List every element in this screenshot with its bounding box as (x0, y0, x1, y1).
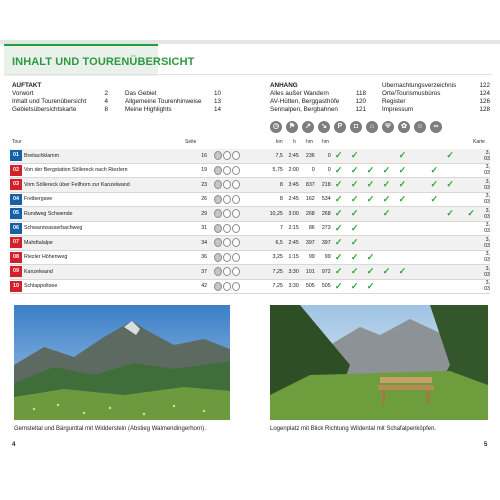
tour-number-badge: 09 (10, 266, 22, 277)
empty-cell (426, 265, 442, 280)
family-icon (232, 195, 240, 204)
season-icon (223, 180, 231, 189)
tour-ascent: 505 (299, 279, 315, 294)
table-row[interactable] (10, 178, 490, 193)
empty-cell (426, 207, 442, 222)
tour-number-cell (10, 236, 24, 251)
table-row[interactable] (10, 192, 490, 207)
empty-cell (410, 265, 426, 280)
tour-hours: 2:00 (283, 163, 299, 178)
index-entry[interactable]: Impressum 128 (382, 106, 490, 113)
difficulty-icon (214, 166, 222, 175)
tour-page: 36 (187, 250, 207, 265)
check-icon: ✓ (394, 163, 410, 178)
index-verzeichnis (382, 82, 490, 114)
family-icon (232, 151, 240, 160)
tour-page: 42 (187, 279, 207, 294)
empty-cell (363, 207, 379, 222)
tour-descent: 972 (315, 265, 331, 280)
difficulty-icons (207, 265, 247, 280)
tour-number-cell (10, 250, 24, 265)
tour-descent: 534 (315, 192, 331, 207)
check-icon: ✓ (347, 192, 363, 207)
tour-hours: 3:30 (283, 279, 299, 294)
tour-ascent: 0 (299, 163, 315, 178)
difficulty-icons (207, 250, 247, 265)
tour-number-badge: 10 (10, 281, 22, 292)
empty-cell (379, 250, 395, 265)
empty-cell (458, 265, 484, 280)
difficulty-icons (207, 163, 247, 178)
tour-ascent: 397 (299, 236, 315, 251)
check-icon: ✓ (347, 221, 363, 236)
table-row[interactable] (10, 279, 490, 294)
tour-page: 19 (187, 163, 207, 178)
bike-icon: ∞ (430, 121, 442, 133)
index-entry[interactable]: Das Gebiet 10 (125, 90, 221, 97)
difficulty-icon (214, 180, 222, 189)
tour-name: Schlappoltsee (24, 279, 187, 294)
caption-right: Logenplatz mit Blick Richtung Wildental mit Schafalpenköpfen. (270, 426, 437, 432)
tour-page: 26 (187, 192, 207, 207)
index-anhang (270, 82, 366, 114)
table-row[interactable] (10, 236, 490, 251)
tour-number-badge: 07 (10, 237, 22, 248)
empty-cell (394, 279, 410, 294)
empty-cell (426, 279, 442, 294)
index-entry[interactable]: Register 126 (382, 98, 490, 105)
tour-km: 7 (247, 221, 283, 236)
empty-cell (363, 236, 379, 251)
tour-ascent: 99 (299, 250, 315, 265)
food-icon: Ψ (382, 121, 394, 133)
empty-cell (394, 250, 410, 265)
tour-number-cell (10, 265, 24, 280)
check-icon: ✓ (331, 265, 347, 280)
tour-descent: 505 (315, 279, 331, 294)
tour-number-cell (10, 149, 24, 163)
season-icon (223, 195, 231, 204)
index-entry[interactable]: Allgemeine Tourenhinweise 13 (125, 98, 221, 105)
empty-cell (458, 221, 484, 236)
table-row[interactable] (10, 221, 490, 236)
check-icon: ✓ (458, 207, 484, 222)
index-entry[interactable]: Übernachtungsverzeichnis 122 (382, 82, 490, 89)
tour-km: 10,25 (247, 207, 283, 222)
check-icon: ✓ (379, 265, 395, 280)
check-icon: ✓ (347, 250, 363, 265)
tour-page: 31 (187, 221, 207, 236)
check-icon: ✓ (331, 279, 347, 294)
difficulty-icons (207, 192, 247, 207)
tour-km: 7,25 (247, 265, 283, 280)
check-icon: ✓ (331, 192, 347, 207)
difficulty-icon (214, 253, 222, 262)
difficulty-icon (214, 224, 222, 233)
flower-icon: ✿ (398, 121, 410, 133)
tour-km: 7,25 (247, 279, 283, 294)
empty-cell (442, 250, 458, 265)
tour-hours: 3:00 (283, 207, 299, 222)
tour-ascent: 86 (299, 221, 315, 236)
season-icon (223, 151, 231, 160)
check-icon: ✓ (363, 178, 379, 193)
tour-page: 34 (187, 236, 207, 251)
empty-cell (442, 192, 458, 207)
divider (4, 74, 492, 75)
family-icon (232, 253, 240, 262)
empty-cell (410, 250, 426, 265)
difficulty-icon (214, 267, 222, 276)
tour-number-cell (10, 279, 24, 294)
difficulty-icon (214, 238, 222, 247)
index-entry[interactable]: Alles außer Wandern 118 (270, 90, 366, 97)
empty-cell (458, 149, 484, 163)
check-icon: ✓ (331, 207, 347, 222)
tour-km: 7,5 (247, 149, 283, 163)
family-icon (232, 180, 240, 189)
season-icon (223, 166, 231, 175)
difficulty-icon (214, 195, 222, 204)
index-entry[interactable]: Sennalpen, Bergbahnen 121 (270, 106, 366, 113)
tour-map: 3, 03 (484, 236, 491, 249)
season-icon (223, 209, 231, 218)
tour-name: Kanzelwand (24, 265, 187, 280)
tour-descent: 268 (315, 207, 331, 222)
ascent-icon: ↗ (302, 121, 314, 133)
index-heading-anhang: ANHANG (270, 82, 298, 89)
tour-number-badge: 03 (10, 179, 22, 190)
check-icon: ✓ (347, 265, 363, 280)
tour-ascent: 268 (299, 207, 315, 222)
hiking-icon: ⚑ (286, 121, 298, 133)
check-icon: ✓ (363, 279, 379, 294)
table-row[interactable] (10, 265, 490, 280)
check-icon: ✓ (347, 236, 363, 251)
col-header-hm-up: hm (306, 139, 313, 145)
difficulty-icons (207, 221, 247, 236)
empty-cell (458, 178, 484, 193)
descent-icon: ↘ (318, 121, 330, 133)
tour-number-badge: 05 (10, 208, 22, 219)
check-icon: ✓ (426, 178, 442, 193)
check-icon: ✓ (379, 163, 395, 178)
col-header-seite: Seite (185, 139, 197, 145)
tour-map: 3, 03 (484, 149, 491, 162)
tour-descent: 0 (315, 149, 331, 163)
tour-hours: 2:45 (283, 192, 299, 207)
tour-table (10, 149, 490, 294)
tour-number-badge: 08 (10, 252, 22, 263)
check-icon: ✓ (363, 250, 379, 265)
check-icon: ✓ (363, 163, 379, 178)
index-entry[interactable]: Vorwort 2 (12, 90, 108, 97)
check-icon: ✓ (394, 192, 410, 207)
tour-name: Vom Söllereck über Fellhorn zur Kanzelwand (24, 178, 187, 193)
check-icon: ✓ (347, 178, 363, 193)
clock-icon: ◷ (270, 121, 282, 133)
tour-hours: 2:15 (283, 221, 299, 236)
family-icon (232, 166, 240, 175)
empty-cell (442, 163, 458, 178)
tour-number-cell (10, 178, 24, 193)
difficulty-icons (207, 207, 247, 222)
legend-icon-row (270, 121, 442, 136)
difficulty-icons (207, 236, 247, 251)
empty-cell (410, 221, 426, 236)
check-icon: ✓ (442, 149, 458, 163)
check-icon: ✓ (394, 178, 410, 193)
difficulty-icon (214, 282, 222, 291)
tour-hours: 3:30 (283, 265, 299, 280)
check-icon: ✓ (442, 178, 458, 193)
tour-map: 3, 03 (484, 280, 491, 293)
check-icon: ✓ (379, 178, 395, 193)
empty-cell (458, 163, 484, 178)
tour-km: 8 (247, 178, 283, 193)
col-header-karte: Karte (473, 139, 485, 145)
tour-descent: 397 (315, 236, 331, 251)
tour-map: 3, 03 (484, 178, 491, 191)
empty-cell (410, 163, 426, 178)
empty-cell (458, 236, 484, 251)
check-icon: ✓ (331, 178, 347, 193)
index-heading-auftakt: AUFTAKT (12, 82, 42, 89)
tour-hours: 3:45 (283, 178, 299, 193)
check-icon: ✓ (347, 163, 363, 178)
tour-name: Mahdtalalpe (24, 236, 187, 251)
check-icon: ✓ (331, 250, 347, 265)
check-icon: ✓ (426, 192, 442, 207)
check-icon: ✓ (363, 265, 379, 280)
empty-cell (379, 149, 395, 163)
check-icon: ✓ (347, 149, 363, 163)
empty-cell (410, 207, 426, 222)
tour-number-cell (10, 163, 24, 178)
family-icon (232, 282, 240, 291)
index-entry[interactable]: AV-Hütten, Berggasthöfe 120 (270, 98, 366, 105)
empty-cell (410, 279, 426, 294)
tour-descent: 99 (315, 250, 331, 265)
tour-map: 3, 03 (484, 251, 491, 264)
season-icon (223, 238, 231, 247)
check-icon: ✓ (363, 192, 379, 207)
check-icon: ✓ (379, 192, 395, 207)
empty-cell (410, 236, 426, 251)
season-icon (223, 224, 231, 233)
tour-map: 3, 03 (484, 222, 491, 235)
empty-cell (442, 221, 458, 236)
season-icon (223, 282, 231, 291)
col-header-hm-down: hm (322, 139, 329, 145)
check-icon: ✓ (442, 207, 458, 222)
tour-map: 3, 03 (484, 207, 491, 220)
tour-hours: 1:15 (283, 250, 299, 265)
tour-km: 3,25 (247, 250, 283, 265)
empty-cell (394, 236, 410, 251)
table-row[interactable] (10, 163, 490, 178)
empty-cell (394, 221, 410, 236)
empty-cell (394, 207, 410, 222)
tour-ascent: 236 (299, 149, 315, 163)
empty-cell (410, 149, 426, 163)
tour-descent: 0 (315, 163, 331, 178)
table-row[interactable] (10, 207, 490, 222)
index-gebiet (125, 90, 221, 114)
tour-name: Schwarzwasserbachweg (24, 221, 187, 236)
difficulty-icons (207, 178, 247, 193)
bus-icon: ◘ (350, 121, 362, 133)
hut-icon: ⌂ (366, 121, 378, 133)
tour-page: 16 (187, 149, 207, 163)
difficulty-icon (214, 151, 222, 160)
tour-map: 3, 03 (484, 164, 491, 177)
page-title: INHALT UND TOURENÜBERSICHT (12, 56, 195, 68)
check-icon: ✓ (379, 207, 395, 222)
tour-name: Rundweg Schwende (24, 207, 187, 222)
index-entry[interactable]: Gebietsübersichtskarte 8 (12, 106, 108, 113)
empty-cell (442, 265, 458, 280)
index-entry[interactable]: Orte/Tourismusbüros 124 (382, 90, 490, 97)
index-entry[interactable]: Meine Highlights 14 (125, 106, 221, 113)
tour-number-badge: 04 (10, 194, 22, 205)
tour-hours: 2:45 (283, 149, 299, 163)
empty-cell (426, 250, 442, 265)
col-header-h: h (293, 139, 296, 145)
col-header-km: km (276, 139, 283, 145)
tour-ascent: 162 (299, 192, 315, 207)
tour-name: Von der Bergstation Söllereck nach Riezlern (24, 163, 187, 178)
check-icon: ✓ (426, 163, 442, 178)
family-icon (232, 238, 240, 247)
check-icon: ✓ (331, 221, 347, 236)
empty-cell (458, 279, 484, 294)
empty-cell (458, 250, 484, 265)
tour-number-badge: 01 (10, 150, 22, 161)
empty-cell (458, 192, 484, 207)
tour-km: 6,5 (247, 236, 283, 251)
empty-cell (410, 178, 426, 193)
difficulty-icons (207, 279, 247, 294)
caption-left: Gemsteltal und Bärgunttal mit Widderstein (Abstieg Walmendingerhorn). (14, 426, 206, 432)
page-number-left: 4 (12, 442, 16, 448)
index-entry[interactable]: Inhalt und Tourenübersicht 4 (12, 98, 108, 105)
tour-name: Riezler Höhenweg (24, 250, 187, 265)
difficulty-icon (214, 209, 222, 218)
tour-descent: 273 (315, 221, 331, 236)
tour-km: 5,75 (247, 163, 283, 178)
empty-cell (426, 236, 442, 251)
photo-gemsteltal (14, 305, 230, 420)
tour-number-cell (10, 192, 24, 207)
check-icon: ✓ (394, 265, 410, 280)
difficulty-icons (207, 149, 247, 163)
empty-cell (410, 192, 426, 207)
tour-descent: 218 (315, 178, 331, 193)
tour-map: 3, 03 (484, 265, 491, 278)
season-icon (223, 267, 231, 276)
check-icon: ✓ (347, 279, 363, 294)
empty-cell (379, 279, 395, 294)
index-auftakt (12, 82, 108, 114)
check-icon: ✓ (394, 149, 410, 163)
empty-cell (363, 221, 379, 236)
photo-logenplatz (270, 305, 488, 420)
page-number-right: 5 (484, 442, 488, 448)
check-icon: ✓ (331, 149, 347, 163)
tour-number-cell (10, 221, 24, 236)
season-icon (223, 253, 231, 262)
empty-cell (442, 279, 458, 294)
tour-ascent: 837 (299, 178, 315, 193)
check-icon: ✓ (331, 163, 347, 178)
empty-cell (363, 149, 379, 163)
table-row[interactable] (10, 250, 490, 265)
family-icon (232, 209, 240, 218)
parking-icon: P (334, 121, 346, 133)
tour-km: 8 (247, 192, 283, 207)
tour-hours: 2:45 (283, 236, 299, 251)
tour-number-cell (10, 207, 24, 222)
col-header-tour: Tour (12, 139, 22, 145)
tour-name: Freibergsee (24, 192, 187, 207)
child-icon: ☺ (414, 121, 426, 133)
tour-number-badge: 02 (10, 165, 22, 176)
check-icon: ✓ (347, 207, 363, 222)
empty-cell (426, 221, 442, 236)
tour-number-badge: 06 (10, 223, 22, 234)
table-row[interactable] (10, 149, 490, 163)
tour-page: 29 (187, 207, 207, 222)
family-icon (232, 267, 240, 276)
tour-page: 23 (187, 178, 207, 193)
empty-cell (379, 236, 395, 251)
tour-ascent: 101 (299, 265, 315, 280)
empty-cell (442, 236, 458, 251)
empty-cell (379, 221, 395, 236)
check-icon: ✓ (331, 236, 347, 251)
empty-cell (426, 149, 442, 163)
tour-page: 37 (187, 265, 207, 280)
tour-map: 3, 03 (484, 193, 491, 206)
tour-name: Breitachklamm (24, 149, 187, 163)
family-icon (232, 224, 240, 233)
